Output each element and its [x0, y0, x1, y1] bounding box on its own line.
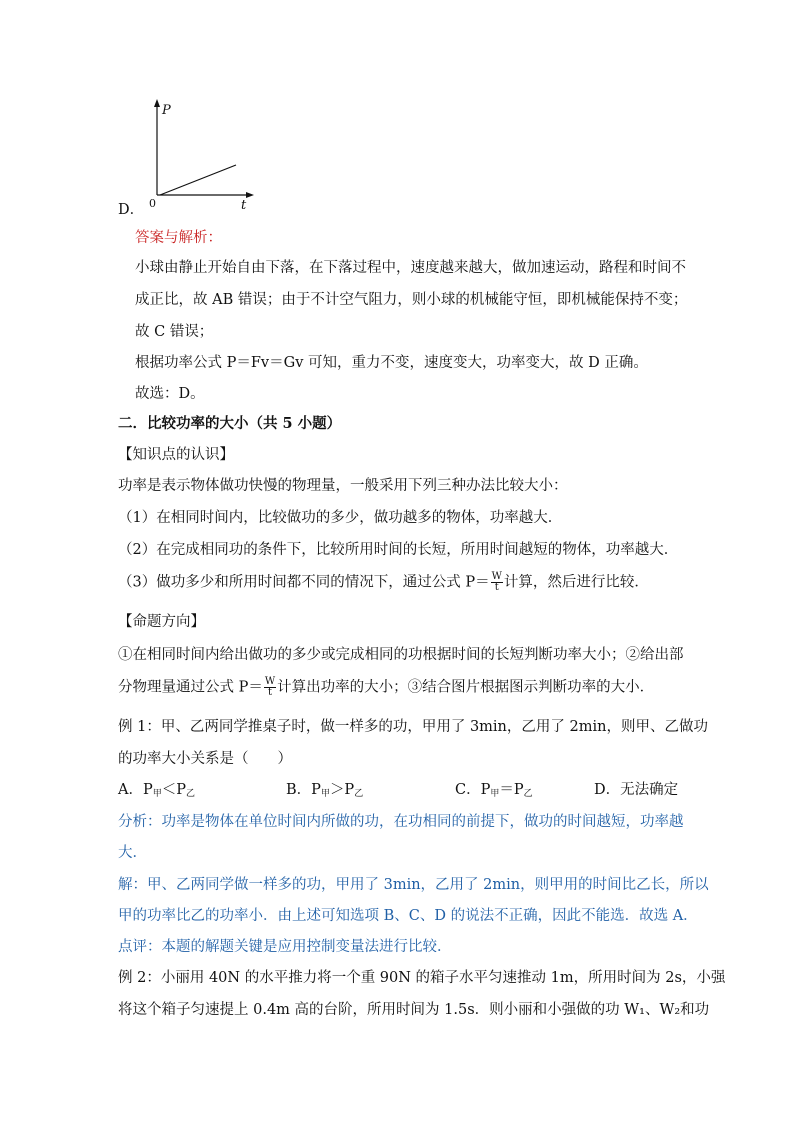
answer-p1-line3: 故 C 错误； — [135, 324, 214, 340]
answer-p3: 故选：D。 — [135, 386, 205, 402]
y-axis-arrow — [154, 99, 160, 107]
answer-heading: 答案与解析： — [135, 230, 222, 246]
example1-solution-line2: 甲的功率比乙的功率小．由上述可知选项 B、C、D 的说法不正确，因此不能选．故选 A． — [118, 908, 698, 924]
direction-line-1: ①在相同时间内给出做功的多少或完成相同的功根据时间的长短判断功率大小；②给出部 — [118, 647, 684, 663]
knowledge-heading: 【知识点的认识】 — [118, 447, 234, 463]
direction-heading: 【命题方向】 — [118, 614, 205, 630]
origin-label: 0 — [149, 197, 156, 210]
answer-p1-line2: 成正比，故 AB 错误；由于不计空气阻力，则小球的机械能守恒，即机械能保持不变； — [135, 292, 688, 308]
example1-question-line2: 的功率大小关系是（ ） — [118, 751, 292, 767]
knowledge-item-1: （1）在相同时间内，比较做功的多少，做功越多的物体，功率越大． — [118, 510, 563, 526]
power-fraction-2: $\frac{W}{t}$ — [264, 676, 276, 698]
knowledge-item-2: （2）在完成相同功的条件下，比较所用时间的长短，所用时间越短的物体，功率越大． — [118, 542, 679, 558]
direction-line-2: 分物理量通过公式 P＝ $\frac{W}{t}$ 计算出功率的大小；③结合图片根据图示判断功率的大小． — [118, 676, 655, 698]
option-label: D． — [118, 202, 145, 218]
axis-y-label: P — [162, 103, 171, 118]
knowledge-intro: 功率是表示物体做功快慢的物理量，一般采用下列三种办法比较大小： — [118, 478, 568, 494]
section-title: 二．比较功率的大小（共 5 小题） — [118, 415, 342, 432]
power-line — [160, 165, 236, 195]
example1-option-b: B．$P_甲>P_乙$ — [286, 782, 364, 799]
example1-option-d: D．无法确定 — [594, 782, 679, 798]
example1-analysis-line1: 分析：功率是物体在单位时间内所做的功，在功相同的前提下，做功的时间越短，功率越 — [118, 814, 684, 830]
example1-solution-line1: 解：甲、乙两同学做一样多的功，甲用了 3min，乙用了 2min，则甲用的时间比乙长，所以 — [118, 877, 709, 893]
axis-x-label: t — [241, 198, 247, 213]
example1-comment: 点评：本题的解题关键是应用控制变量法进行比较． — [118, 939, 452, 955]
knowledge-item-3: （3）做功多少和所用时间都不同的情况下，通过公式 P＝ $\frac{W}{t}$ 计算，然后进行比较． — [118, 571, 649, 593]
answer-p2: 根据功率公式 P＝Fv＝Gv 可知，重力不变，速度变大，功率变大，故 D 正确。 — [135, 355, 648, 371]
x-axis-arrow — [246, 192, 254, 198]
example2-line1: 例 2：小丽用 40N 的水平推力将一个重 90N 的箱子水平匀速推动 1m，所用时间为 2s，小强 — [118, 970, 726, 986]
answer-p1-line1: 小球由静止开始自由下落，在下落过程中，速度越来越大，做加速运动，路程和时间不 — [135, 260, 686, 276]
example1-question-line1: 例 1：甲、乙两同学推桌子时，做一样多的功，甲用了 3min，乙用了 2min，则甲、乙做功 — [118, 719, 708, 735]
power-fraction: $\frac{W}{t}$ — [491, 571, 502, 593]
example2-line2: 将这个箱子匀速提上 0.4m 高的台阶，所用时间为 1.5s．则小丽和小强做的功 W₁、W₂和功 — [118, 1002, 710, 1018]
example1-option-c: C．$P_甲=P_乙$ — [455, 782, 533, 799]
example1-option-a: A．$P_甲<P_乙$ — [118, 782, 196, 799]
example1-analysis-line2: 大． — [118, 845, 147, 861]
